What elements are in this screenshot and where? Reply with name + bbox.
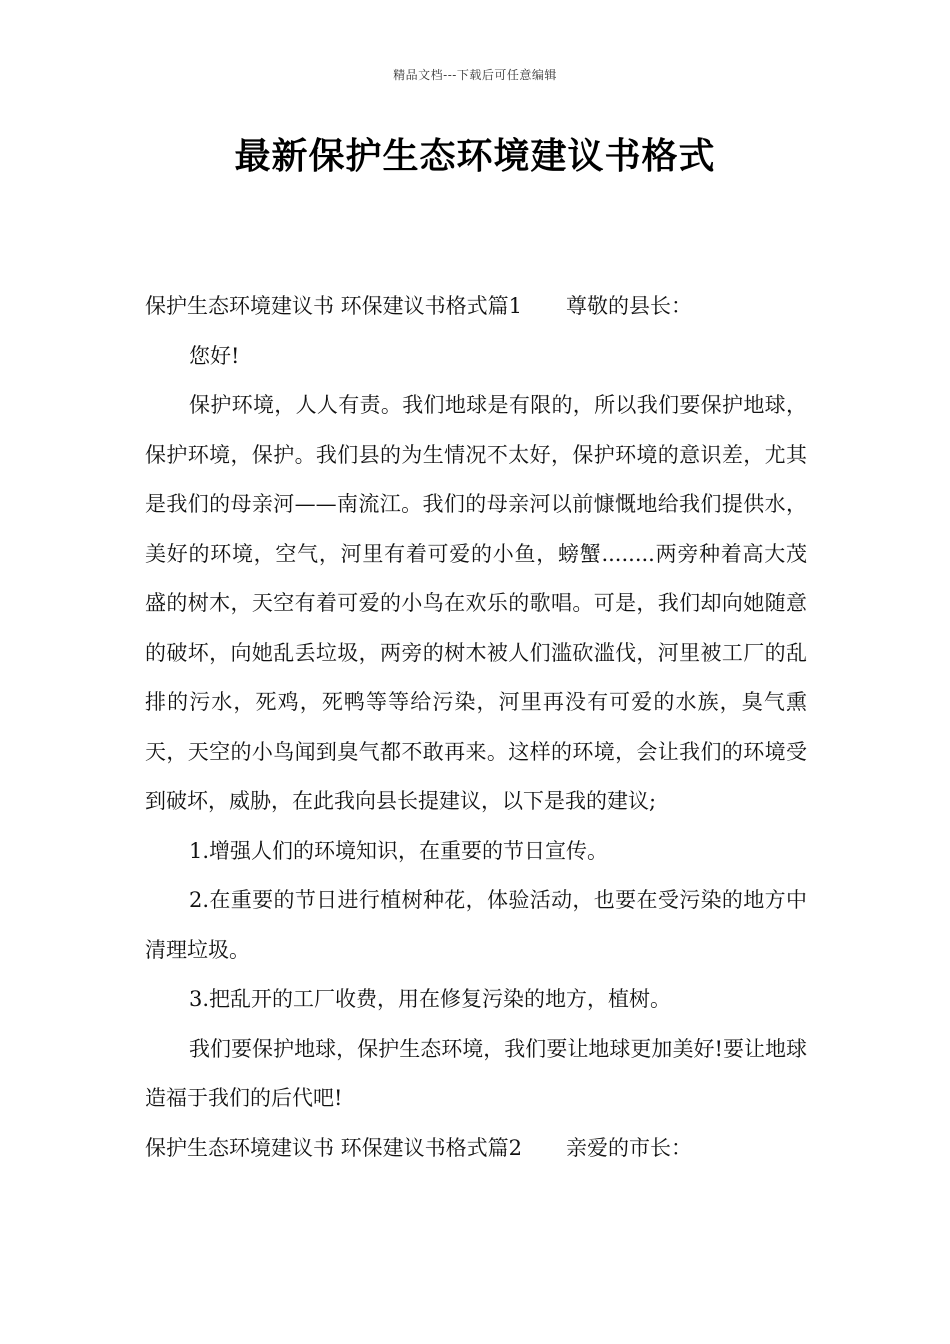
document-title: 最新保护生态环境建议书格式 (234, 135, 716, 177)
section-2-salutation: 亲爱的市长： (566, 1135, 693, 1160)
header-note: 精品文档---下载后可任意编辑 (393, 68, 557, 82)
document-body (145, 282, 807, 1173)
suggestion-item-2: 2.在重要的节日进行植树种花，体验活动，也要在受污染的地方中清理垃圾。 (145, 888, 807, 962)
section-1-salutation: 尊敬的县长： (566, 294, 693, 318)
section-1-heading: 保护生态环境建议书 环保建议书格式篇1 (145, 294, 523, 318)
section-2-heading-line (145, 1124, 807, 1174)
greeting-paragraph: 您好! (189, 343, 240, 368)
suggestion-item-3: 3.把乱开的工厂收费，用在修复污染的地方，植树。 (189, 987, 672, 1011)
closing-paragraph: 我们要保护地球，保护生态环境，我们要让地球更加美好!要让地球造福于我们的后代吧! (145, 1036, 807, 1110)
section-1-heading-line (145, 282, 807, 332)
section-2-heading: 保护生态环境建议书 环保建议书格式篇2 (145, 1135, 523, 1160)
suggestion-item-1: 1.增强人们的环境知识，在重要的节日宣传。 (189, 838, 609, 863)
body-paragraph-1: 保护环境，人人有责。我们地球是有限的，所以我们要保护地球，保护环境，保护。我们县的为生情况不太好，保护环境的意识差，尤其是我们的母亲河——南流江。我们的母亲河以前慷慨地给我们提供水，美好的环境，空气，河里有着可爱的小鱼，螃蟹........两旁种着高大茂盛的树木，天空有着可爱的小鸟在欢乐的歌唱。可是，我们却向她随意的破坏，向她乱丢垃圾，两旁的树木被人们滥砍滥伐，河里被工厂的乱排的污水，死鸡，死鸭等等给污染，河里再没有可爱的水族，臭气熏天，天空的小鸟闻到臭气都不敢再来。这样的环境，会让我们的环境受到破坏，威胁，在此我向县长提建议，以下是我的建议; (145, 393, 807, 813)
